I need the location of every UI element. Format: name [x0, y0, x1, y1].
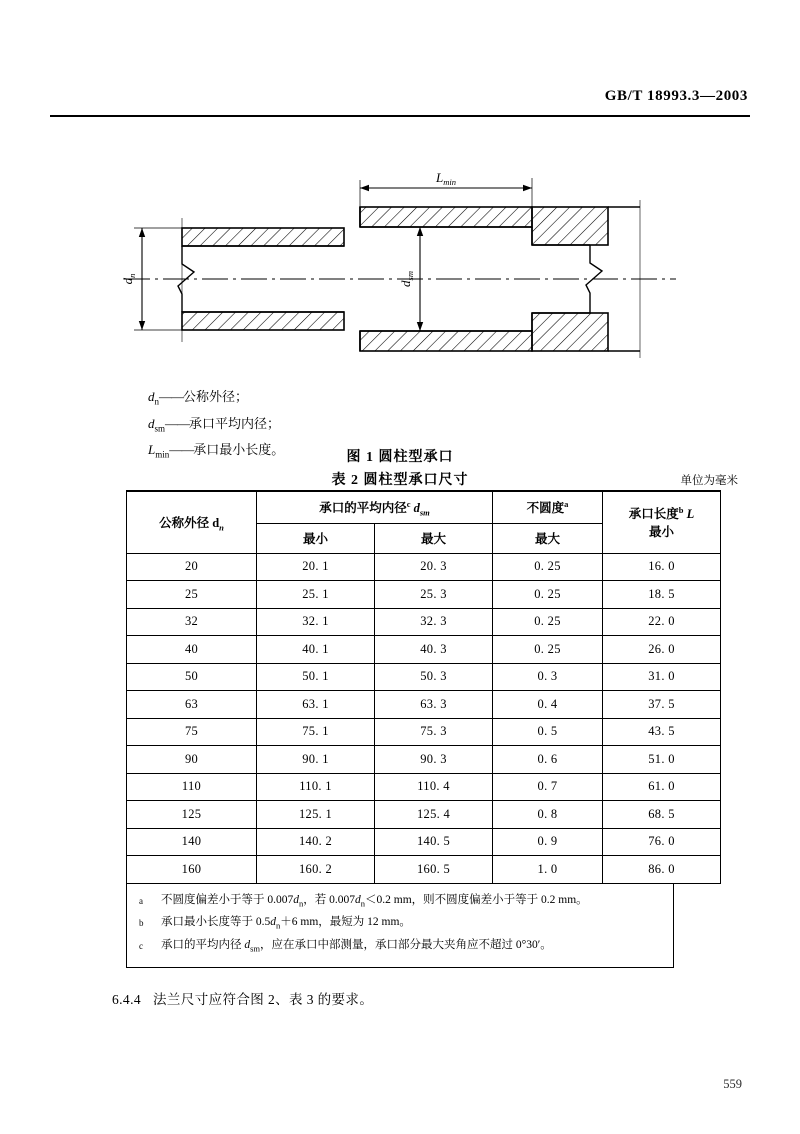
cell-length: 16. 0 — [603, 553, 721, 581]
cell-bore-max: 20. 3 — [375, 553, 493, 581]
table-caption: 表 2 圆柱型承口尺寸 — [331, 473, 469, 488]
cell-bore-max: 25. 3 — [375, 581, 493, 609]
dimensions-table — [126, 490, 721, 884]
cell-nominal-diameter: 125 — [127, 801, 257, 829]
clause-number: 6.4.4 — [112, 992, 141, 1007]
figure-label-dn: $d_n$ — [120, 273, 137, 285]
footnote-c — [135, 936, 667, 959]
clause-text: 法兰尺寸应符合图 2、表 3 的要求。 — [153, 992, 374, 1007]
cell-nominal-diameter: 140 — [127, 828, 257, 856]
table-row — [127, 856, 721, 884]
cell-roundness: 0. 25 — [493, 581, 603, 609]
cell-bore-min: 50. 1 — [257, 663, 375, 691]
legend-text-lmin: 承口最小长度。 — [193, 442, 285, 458]
table-row — [127, 828, 721, 856]
standard-number-header: GB/T 18993.3—2003 — [604, 88, 748, 104]
cell-length: 61. 0 — [603, 773, 721, 801]
legend-dash: —— — [169, 442, 194, 458]
cell-roundness: 0. 4 — [493, 691, 603, 719]
cell-length: 26. 0 — [603, 636, 721, 664]
table-row — [127, 801, 721, 829]
cell-nominal-diameter: 32 — [127, 608, 257, 636]
cell-nominal-diameter: 75 — [127, 718, 257, 746]
cell-nominal-diameter: 160 — [127, 856, 257, 884]
table-body — [127, 553, 721, 883]
cell-length: 68. 5 — [603, 801, 721, 829]
cell-bore-min: 140. 2 — [257, 828, 375, 856]
cell-roundness: 0. 25 — [493, 553, 603, 581]
cell-nominal-diameter: 90 — [127, 746, 257, 774]
legend-item-dn — [148, 386, 284, 413]
cell-bore-min: 32. 1 — [257, 608, 375, 636]
cell-bore-max: 50. 3 — [375, 663, 493, 691]
table-row — [127, 608, 721, 636]
cell-roundness: 0. 6 — [493, 746, 603, 774]
cell-bore-min: 90. 1 — [257, 746, 375, 774]
legend-text-dsm: 承口平均内径； — [189, 415, 281, 431]
legend-symbol-dsm: $d_{sm}$ — [148, 415, 166, 434]
header-nominal-diameter: 公称外径 $d_n$ — [127, 491, 257, 553]
cell-bore-max: 75. 3 — [375, 718, 493, 746]
cell-length: 43. 5 — [603, 718, 721, 746]
cell-nominal-diameter: 50 — [127, 663, 257, 691]
cell-length: 37. 5 — [603, 691, 721, 719]
page-number: 559 — [723, 1077, 742, 1091]
cell-length: 76. 0 — [603, 828, 721, 856]
table-row — [127, 691, 721, 719]
footnote-text: 承口最小长度等于 $0.5d_n+6$ mm，最短为 12 mm。 — [161, 916, 411, 931]
table-row — [127, 773, 721, 801]
cell-bore-max: 40. 3 — [375, 636, 493, 664]
header-bore-max: 最大 — [375, 523, 493, 553]
header-roundness-max: 最大 — [493, 523, 603, 553]
cell-roundness: 0. 8 — [493, 801, 603, 829]
cell-bore-max: 63. 3 — [375, 691, 493, 719]
cell-roundness: 0. 25 — [493, 608, 603, 636]
footnote-marker: a — [139, 895, 143, 906]
cell-length: 31. 0 — [603, 663, 721, 691]
figure-caption: 图 1 圆柱型承口 — [346, 450, 454, 465]
socket-cross-section-drawing — [120, 160, 680, 380]
table-row — [127, 718, 721, 746]
table-row — [127, 636, 721, 664]
figure-cylindrical-socket — [120, 160, 680, 380]
cell-bore-min: 75. 1 — [257, 718, 375, 746]
cell-roundness: 0. 9 — [493, 828, 603, 856]
cell-roundness: 0. 25 — [493, 636, 603, 664]
cell-bore-max: 90. 3 — [375, 746, 493, 774]
table-row — [127, 746, 721, 774]
cell-bore-min: 20. 1 — [257, 553, 375, 581]
cell-bore-min: 125. 1 — [257, 801, 375, 829]
table-header-row-1 — [127, 491, 721, 523]
header-rule — [50, 115, 750, 117]
header-socket-length: 承口长度$^b$ L 最小 — [603, 491, 721, 553]
cell-nominal-diameter: 63 — [127, 691, 257, 719]
cell-bore-max: 140. 5 — [375, 828, 493, 856]
legend-dash: —— — [159, 389, 183, 404]
cell-bore-max: 160. 5 — [375, 856, 493, 884]
footnote-a — [135, 891, 667, 914]
legend-text-dn: 公称外径； — [183, 389, 249, 404]
cell-bore-min: 25. 1 — [257, 581, 375, 609]
legend-item-dsm — [148, 413, 284, 440]
footnote-text: 承口的平均内径 $d_{sm}$，应在承口中部测量，承口部分最大夹角应不超过 0°30′。 — [161, 939, 552, 954]
header-bore-min: 最小 — [257, 523, 375, 553]
footnote-text: 不圆度偏差小于等于 $0.007d_n$，若 $0.007d_n<0.2$ mm，则不圆度偏差小于等于 0.2 mm。 — [161, 893, 588, 908]
clause-6-4-4 — [112, 988, 373, 1008]
footnote-b — [135, 913, 667, 936]
footnote-marker: b — [139, 918, 144, 929]
cell-bore-max: 110. 4 — [375, 773, 493, 801]
cell-roundness: 0. 3 — [493, 663, 603, 691]
table-footnotes — [126, 884, 674, 968]
legend-symbol-dn: $d_n$ — [148, 389, 159, 407]
cell-nominal-diameter: 20 — [127, 553, 257, 581]
table-row — [127, 581, 721, 609]
cell-length: 86. 0 — [603, 856, 721, 884]
table-row — [127, 663, 721, 691]
cell-bore-max: 125. 4 — [375, 801, 493, 829]
cell-nominal-diameter: 40 — [127, 636, 257, 664]
dimensions-table-wrap — [126, 490, 695, 968]
cell-roundness: 1. 0 — [493, 856, 603, 884]
cell-length: 18. 5 — [603, 581, 721, 609]
header-socket-length-min: 最小 — [648, 525, 674, 540]
unit-note: 单位为毫米 — [680, 475, 738, 487]
footnote-marker: c — [139, 941, 143, 952]
table-row — [127, 553, 721, 581]
cell-length: 22. 0 — [603, 608, 721, 636]
cell-bore-max: 32. 3 — [375, 608, 493, 636]
cell-nominal-diameter: 25 — [127, 581, 257, 609]
cell-nominal-diameter: 110 — [127, 773, 257, 801]
figure-label-lmin: $L_{min}$ — [436, 170, 456, 187]
legend-symbol-lmin: $L_{min}$ — [148, 442, 170, 460]
header-mean-bore-group: 承口的平均内径$^c$ $d_{sm}$ — [257, 491, 493, 523]
cell-roundness: 0. 5 — [493, 718, 603, 746]
figure-label-dsm: $d_{sm}$ — [398, 271, 415, 287]
cell-length: 51. 0 — [603, 746, 721, 774]
cell-bore-min: 160. 2 — [257, 856, 375, 884]
cell-bore-min: 40. 1 — [257, 636, 375, 664]
cell-roundness: 0. 7 — [493, 773, 603, 801]
cell-bore-min: 63. 1 — [257, 691, 375, 719]
cell-bore-min: 110. 1 — [257, 773, 375, 801]
header-out-of-roundness: 不圆度$^a$ — [493, 491, 603, 523]
legend-dash: —— — [165, 415, 190, 431]
